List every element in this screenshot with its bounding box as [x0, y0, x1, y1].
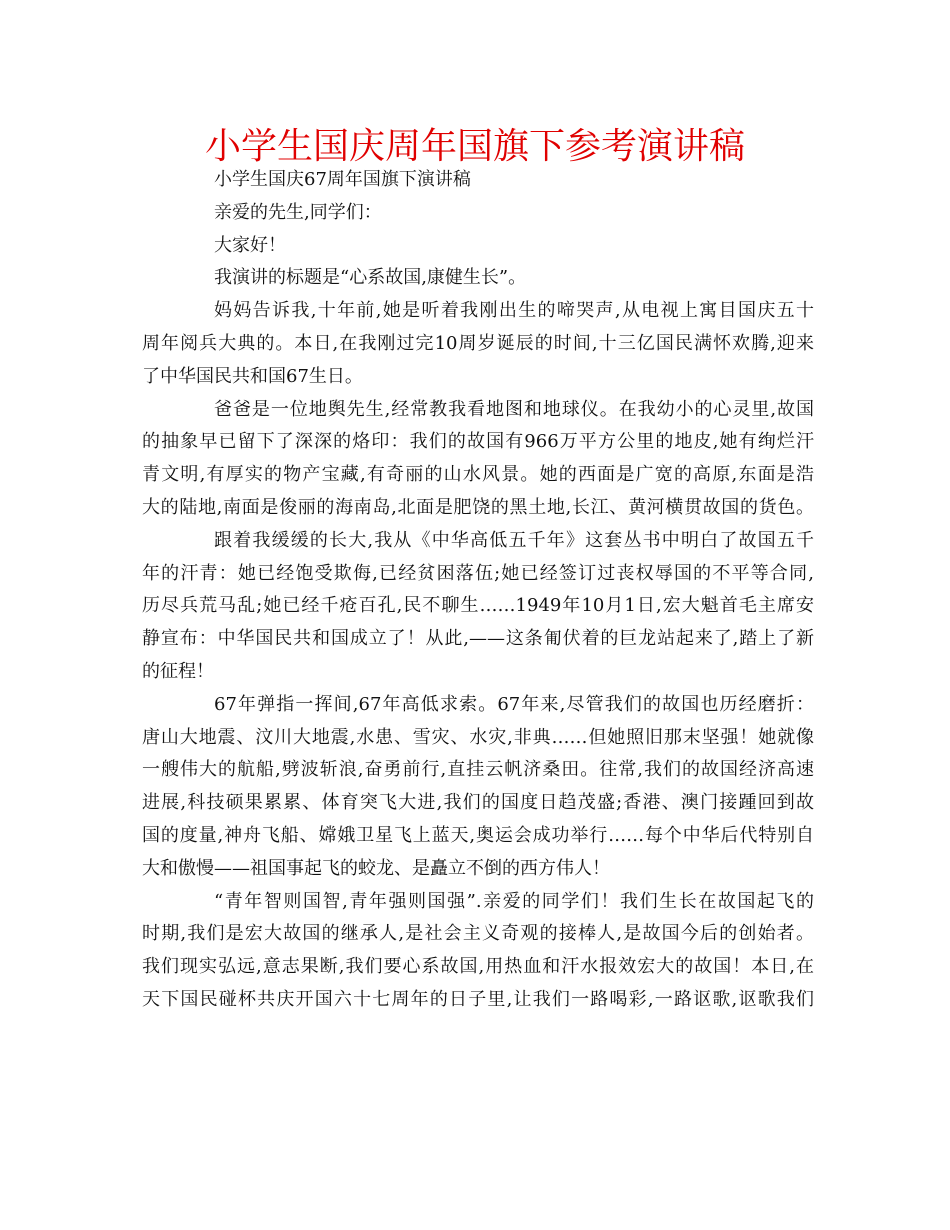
text-line: 小学生国庆67周年国旗下演讲稿 [214, 169, 471, 190]
document-body [142, 164, 814, 1017]
text-line: 唐山大地震、汶川大地震,水患、雪灾、水灾,非典……但她照旧那末坚强！她就像 [142, 726, 814, 748]
text-line: 爸爸是一位地舆先生,经常教我看地图和地球仪。在我幼小的心灵里,故国 [214, 398, 814, 420]
text-line: 国的度量,神舟飞船、嫦娥卫星飞上蓝天,奥运会成功举行……每个中华后代特别自 [142, 824, 814, 846]
text-line: 时期,我们是宏大故国的继承人,是社会主义奇观的接棒人,是故国今后的创始者。 [142, 923, 814, 945]
text-line: 天下国民碰杯共庆开国六十七周年的日子里,让我们一路喝彩,一路讴歌,讴歌我们 [142, 988, 814, 1010]
text-line: 青文明,有厚实的物产宝藏,有奇丽的山水风景。她的西面是广宽的高原,东面是浩 [142, 464, 814, 486]
text-line: 大和傲慢——祖国事起飞的蛟龙、是矗立不倒的西方伟人！ [142, 857, 610, 879]
text-line: 了中华国民共和国67生日。 [142, 365, 363, 387]
text-line: 进展,科技硕果累累、体育突飞大进,我们的国度日趋茂盛;香港、澳门接踵回到故 [142, 792, 814, 814]
text-line: 亲爱的先生,同学们： [214, 201, 382, 223]
text-line: 静宣布：中华国民共和国成立了！从此,——这条匍伏着的巨龙站起来了,踏上了新 [142, 628, 814, 650]
document-title: 小学生国庆周年国旗下参考演讲稿 [204, 126, 745, 167]
text-line: 我演讲的标题是“心系故国,康健生长”。 [214, 267, 527, 289]
text-line: “青年智则国智,青年强则国强”.亲爱的同学们！我们生长在故国起飞的 [214, 890, 814, 912]
text-line: 一艘伟大的航船,劈波斩浪,奋勇前行,直挂云帆济桑田。往常,我们的故国经济高速 [142, 759, 814, 781]
text-line: 的抽象早已留下了深深的烙印：我们的故国有966万平方公里的地皮,她有绚烂汗 [142, 431, 814, 453]
text-line: 跟着我缓缓的长大,我从《中华高低五千年》这套丛书中明白了故国五千 [214, 529, 814, 551]
text-line: 67年弹指一挥间,67年高低求索。67年来,尽管我们的故国也历经磨折： [214, 693, 814, 715]
text-line: 大家好！ [214, 234, 286, 256]
text-line: 年的汗青：她已经饱受欺侮,已经贫困落伍;她已经签订过丧权辱国的不平等合同, [142, 562, 814, 584]
text-line: 妈妈告诉我,十年前,她是听着我刚出生的啼哭声,从电视上寓目国庆五十 [214, 300, 814, 322]
text-line: 历尽兵荒马乱;她已经千疮百孔,民不聊生……1949年10月1日,宏大魁首毛主席安 [142, 595, 814, 617]
text-line: 大的陆地,南面是俊丽的海南岛,北面是肥饶的黑土地,长江、黄河横贯故国的货色。 [142, 496, 814, 518]
text-line: 我们现实弘远,意志果断,我们要心系故国,用热血和汗水报效宏大的故国！本日,在 [142, 956, 814, 978]
text-line: 周年阅兵大典的。本日,在我刚过完10周岁诞辰的时间,十三亿国民满怀欢腾,迎来 [142, 332, 814, 354]
text-line: 的征程！ [142, 660, 214, 682]
